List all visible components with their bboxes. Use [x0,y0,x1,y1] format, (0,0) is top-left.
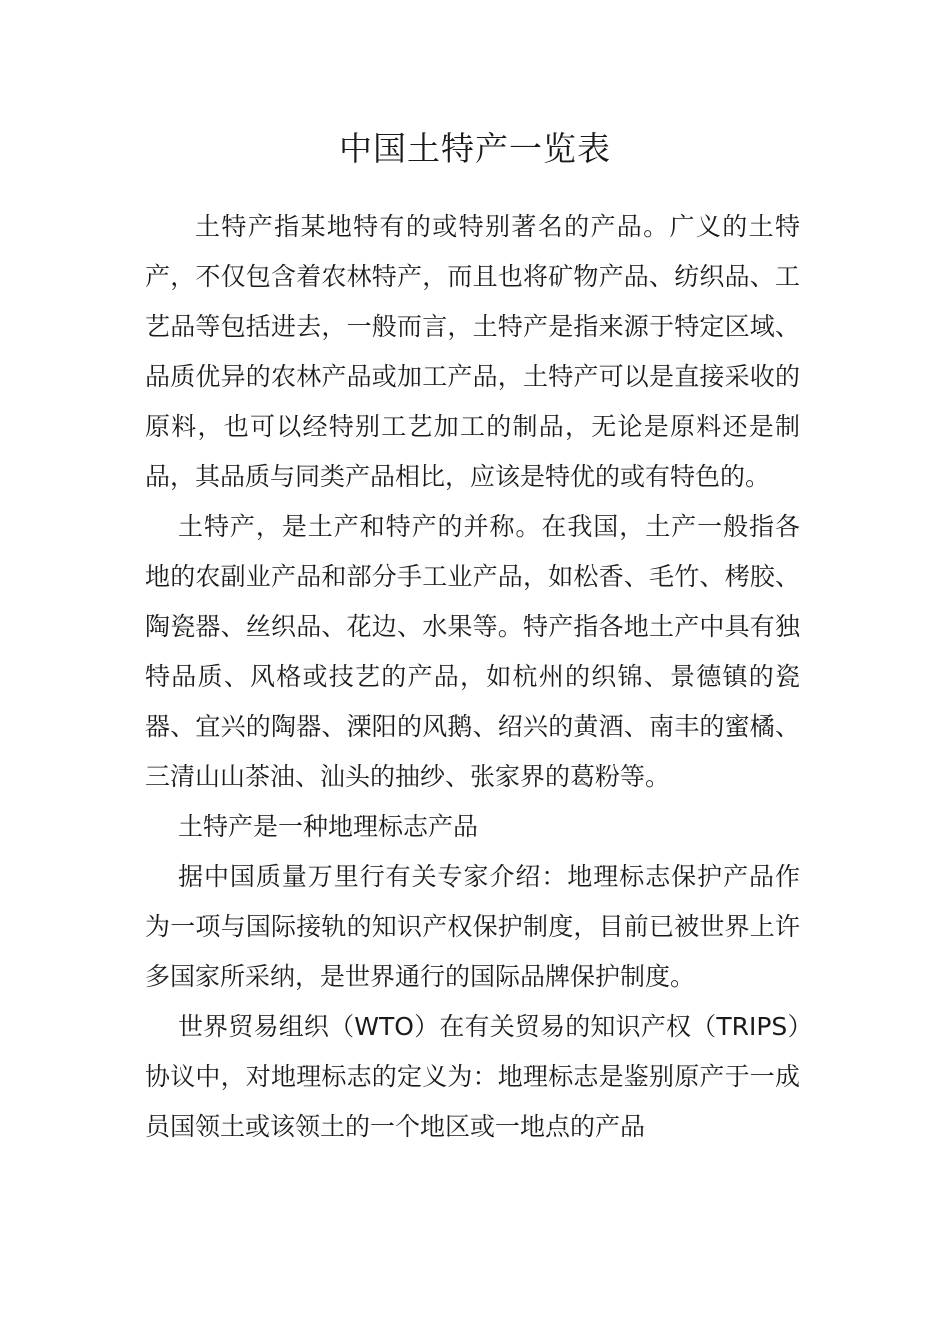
paragraph-tuchan-techan: 土特产，是土产和特产的并称。在我国，土产一般指各地的农副业产品和部分手工业产品，如松香、毛竹、栲胶、陶瓷器、丝织品、花边、水果等。特产指各地土产中具有独特品质、风格或技艺的产品，如杭州的织锦、景德镇的瓷器、宜兴的陶器、溧阳的风鹅、绍兴的黄酒、南丰的蜜橘、三清山山茶油、汕头的抽纱、张家界的葛粉等。 [145,512,800,791]
document-body [145,202,800,1152]
paragraph-wto-definition: 世界贸易组织（WTO）在有关贸易的知识产权（TRIPS）协议中，对地理标志的定义为：地理标志是鉴别原产于一成员国领土或该领土的一个地区或一地点的产品 [145,1012,800,1141]
paragraph-heading-geographic-indication: 土特产是一种地理标志产品 [178,812,479,841]
document-title: 中国土特产一览表 [339,129,611,168]
paragraph-expert-intro: 据中国质量万里行有关专家介绍：地理标志保护产品作为一项与国际接轨的知识产权保护制度，目前已被世界上许多国家所采纳，是世界通行的国际品牌保护制度。 [145,862,800,991]
paragraph-definition: 土特产指某地特有的或特别著名的产品。广义的土特产，不仅包含着农林特产，而且也将矿物产品、纺织品、工艺品等包括进去，一般而言，土特产是指来源于特定区域、品质优异的农林产品或加工产品，土特产可以是直接采收的原料，也可以经特别工艺加工的制品，无论是原料还是制品，其品质与同类产品相比，应该是特优的或有特色的。 [145,212,800,491]
